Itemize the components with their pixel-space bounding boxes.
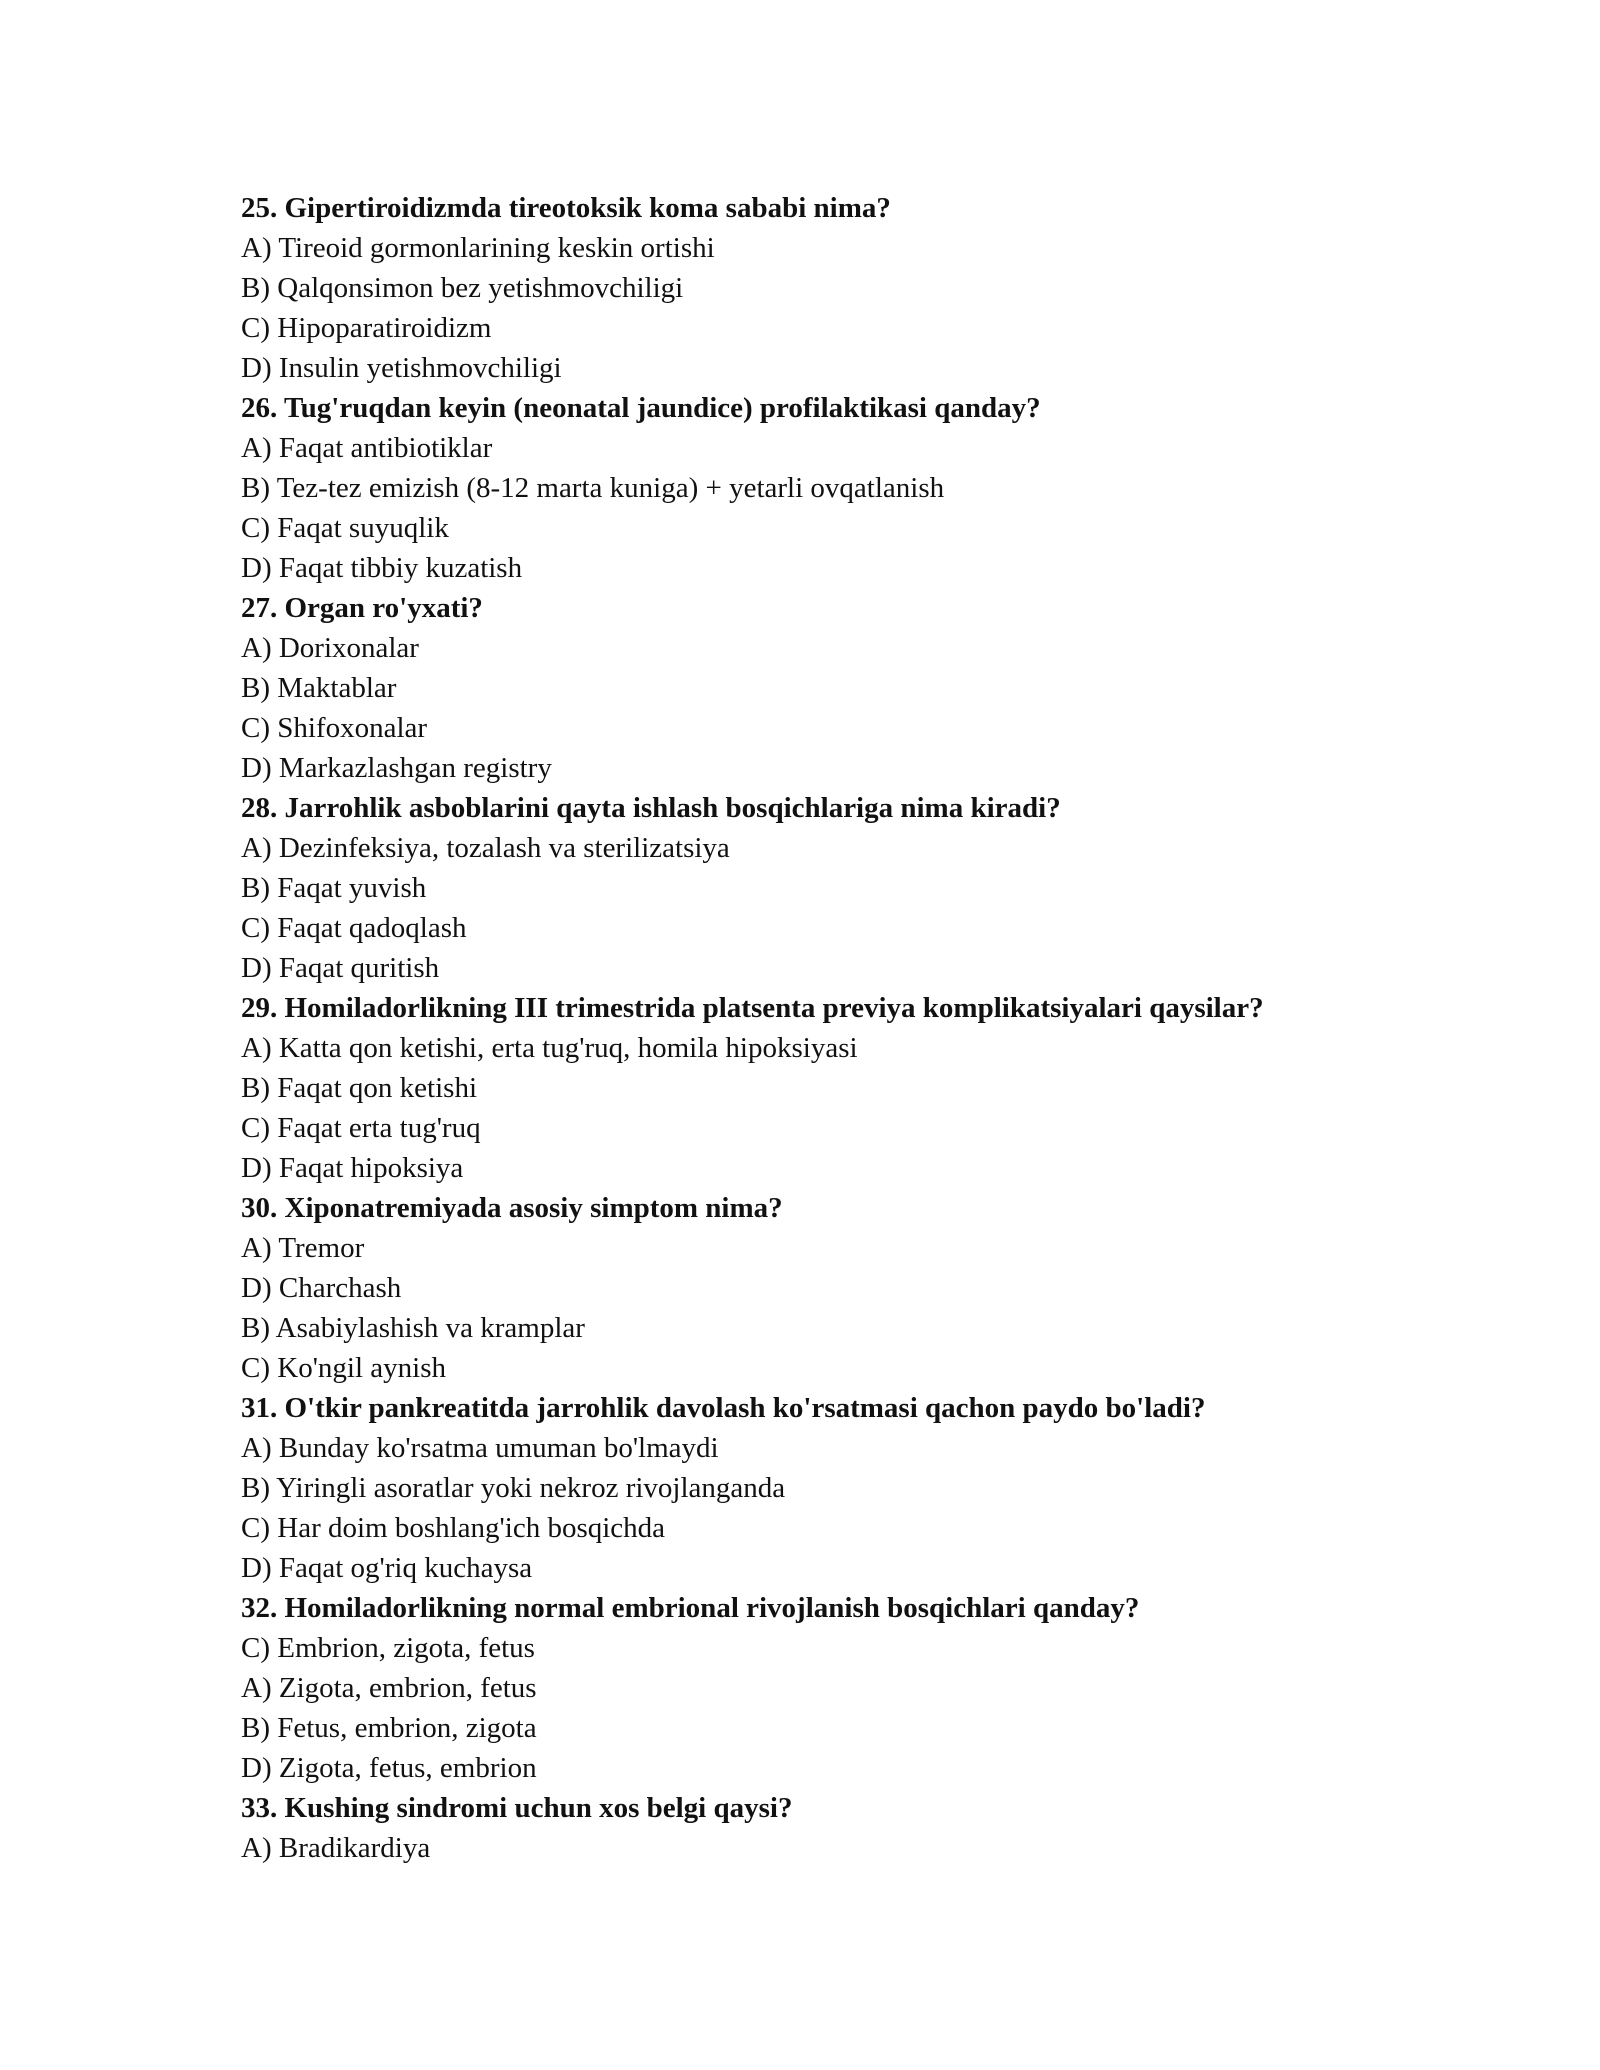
answer-option: D) Charchash	[241, 1272, 402, 1304]
question-block	[241, 388, 1441, 588]
question-block	[241, 988, 1441, 1188]
answer-option: C) Shifoxonalar	[241, 712, 428, 744]
answer-option: A) Bradikardiya	[241, 1832, 431, 1864]
question-text: 26. Tug'ruqdan keyin (neonatal jaundice) profilaktikasi qanday?	[241, 392, 1041, 424]
answer-option: D) Insulin yetishmovchiligi	[241, 352, 562, 384]
answer-option: D) Faqat og'riq kuchaysa	[241, 1552, 533, 1584]
answer-option: D) Faqat hipoksiya	[241, 1152, 464, 1184]
question-text: 32. Homiladorlikning normal embrional rivojlanish bosqichlari qanday?	[241, 1592, 1140, 1624]
answer-option: B) Faqat qon ketishi	[241, 1072, 478, 1104]
answer-option: B) Qalqonsimon bez yetishmovchiligi	[241, 272, 684, 304]
question-text: 30. Xiponatremiyada asosiy simptom nima?	[241, 1192, 783, 1224]
document-page	[241, 188, 1441, 1868]
answer-option: D) Faqat tibbiy kuzatish	[241, 552, 523, 584]
answer-option: B) Tez-tez emizish (8-12 marta kuniga) + yetarli ovqatlanish	[241, 472, 945, 504]
answer-option: D) Markazlashgan registry	[241, 752, 552, 784]
answer-option: B) Fetus, embrion, zigota	[241, 1712, 537, 1744]
answer-option: A) Dorixonalar	[241, 632, 419, 664]
question-block	[241, 1388, 1441, 1588]
answer-option: A) Faqat antibiotiklar	[241, 432, 493, 464]
answer-option: B) Yiringli asoratlar yoki nekroz rivojlanganda	[241, 1472, 786, 1504]
answer-option: A) Zigota, embrion, fetus	[241, 1672, 537, 1704]
answer-option: C) Hipoparatiroidizm	[241, 312, 492, 344]
answer-option: A) Tremor	[241, 1232, 365, 1264]
answer-option: C) Faqat suyuqlik	[241, 512, 449, 544]
question-text: 31. O'tkir pankreatitda jarrohlik davolash ko'rsatmasi qachon paydo bo'ladi?	[241, 1392, 1206, 1424]
answer-option: A) Tireoid gormonlarining keskin ortishi	[241, 232, 715, 264]
answer-option: C) Ko'ngil aynish	[241, 1352, 446, 1384]
answer-option: C) Embrion, zigota, fetus	[241, 1632, 535, 1664]
answer-option: A) Dezinfeksiya, tozalash va sterilizatsiya	[241, 832, 730, 864]
question-block	[241, 588, 1441, 788]
question-text: 33. Kushing sindromi uchun xos belgi qaysi?	[241, 1792, 793, 1824]
answer-option: C) Har doim boshlang'ich bosqichda	[241, 1512, 666, 1544]
answer-option: A) Katta qon ketishi, erta tug'ruq, homila hipoksiyasi	[241, 1032, 858, 1064]
answer-option: B) Maktablar	[241, 672, 397, 704]
answer-option: D) Zigota, fetus, embrion	[241, 1752, 537, 1784]
answer-option: C) Faqat qadoqlash	[241, 912, 467, 944]
question-text: 29. Homiladorlikning III trimestrida platsenta previya komplikatsiyalari qaysilar?	[241, 992, 1264, 1024]
answer-option: B) Asabiylashish va kramplar	[241, 1312, 585, 1344]
question-text: 25. Gipertiroidizmda tireotoksik koma sababi nima?	[241, 192, 891, 224]
question-block	[241, 788, 1441, 988]
answer-option: D) Faqat quritish	[241, 952, 440, 984]
answer-option: A) Bunday ko'rsatma umuman bo'lmaydi	[241, 1432, 719, 1464]
question-block	[241, 1588, 1441, 1788]
question-text: 28. Jarrohlik asboblarini qayta ishlash bosqichlariga nima kiradi?	[241, 792, 1061, 824]
answer-option: C) Faqat erta tug'ruq	[241, 1112, 481, 1144]
question-block	[241, 1788, 1441, 1868]
question-block	[241, 1188, 1441, 1388]
answer-option: B) Faqat yuvish	[241, 872, 427, 904]
question-text: 27. Organ ro'yxati?	[241, 592, 483, 624]
question-block	[241, 188, 1441, 388]
